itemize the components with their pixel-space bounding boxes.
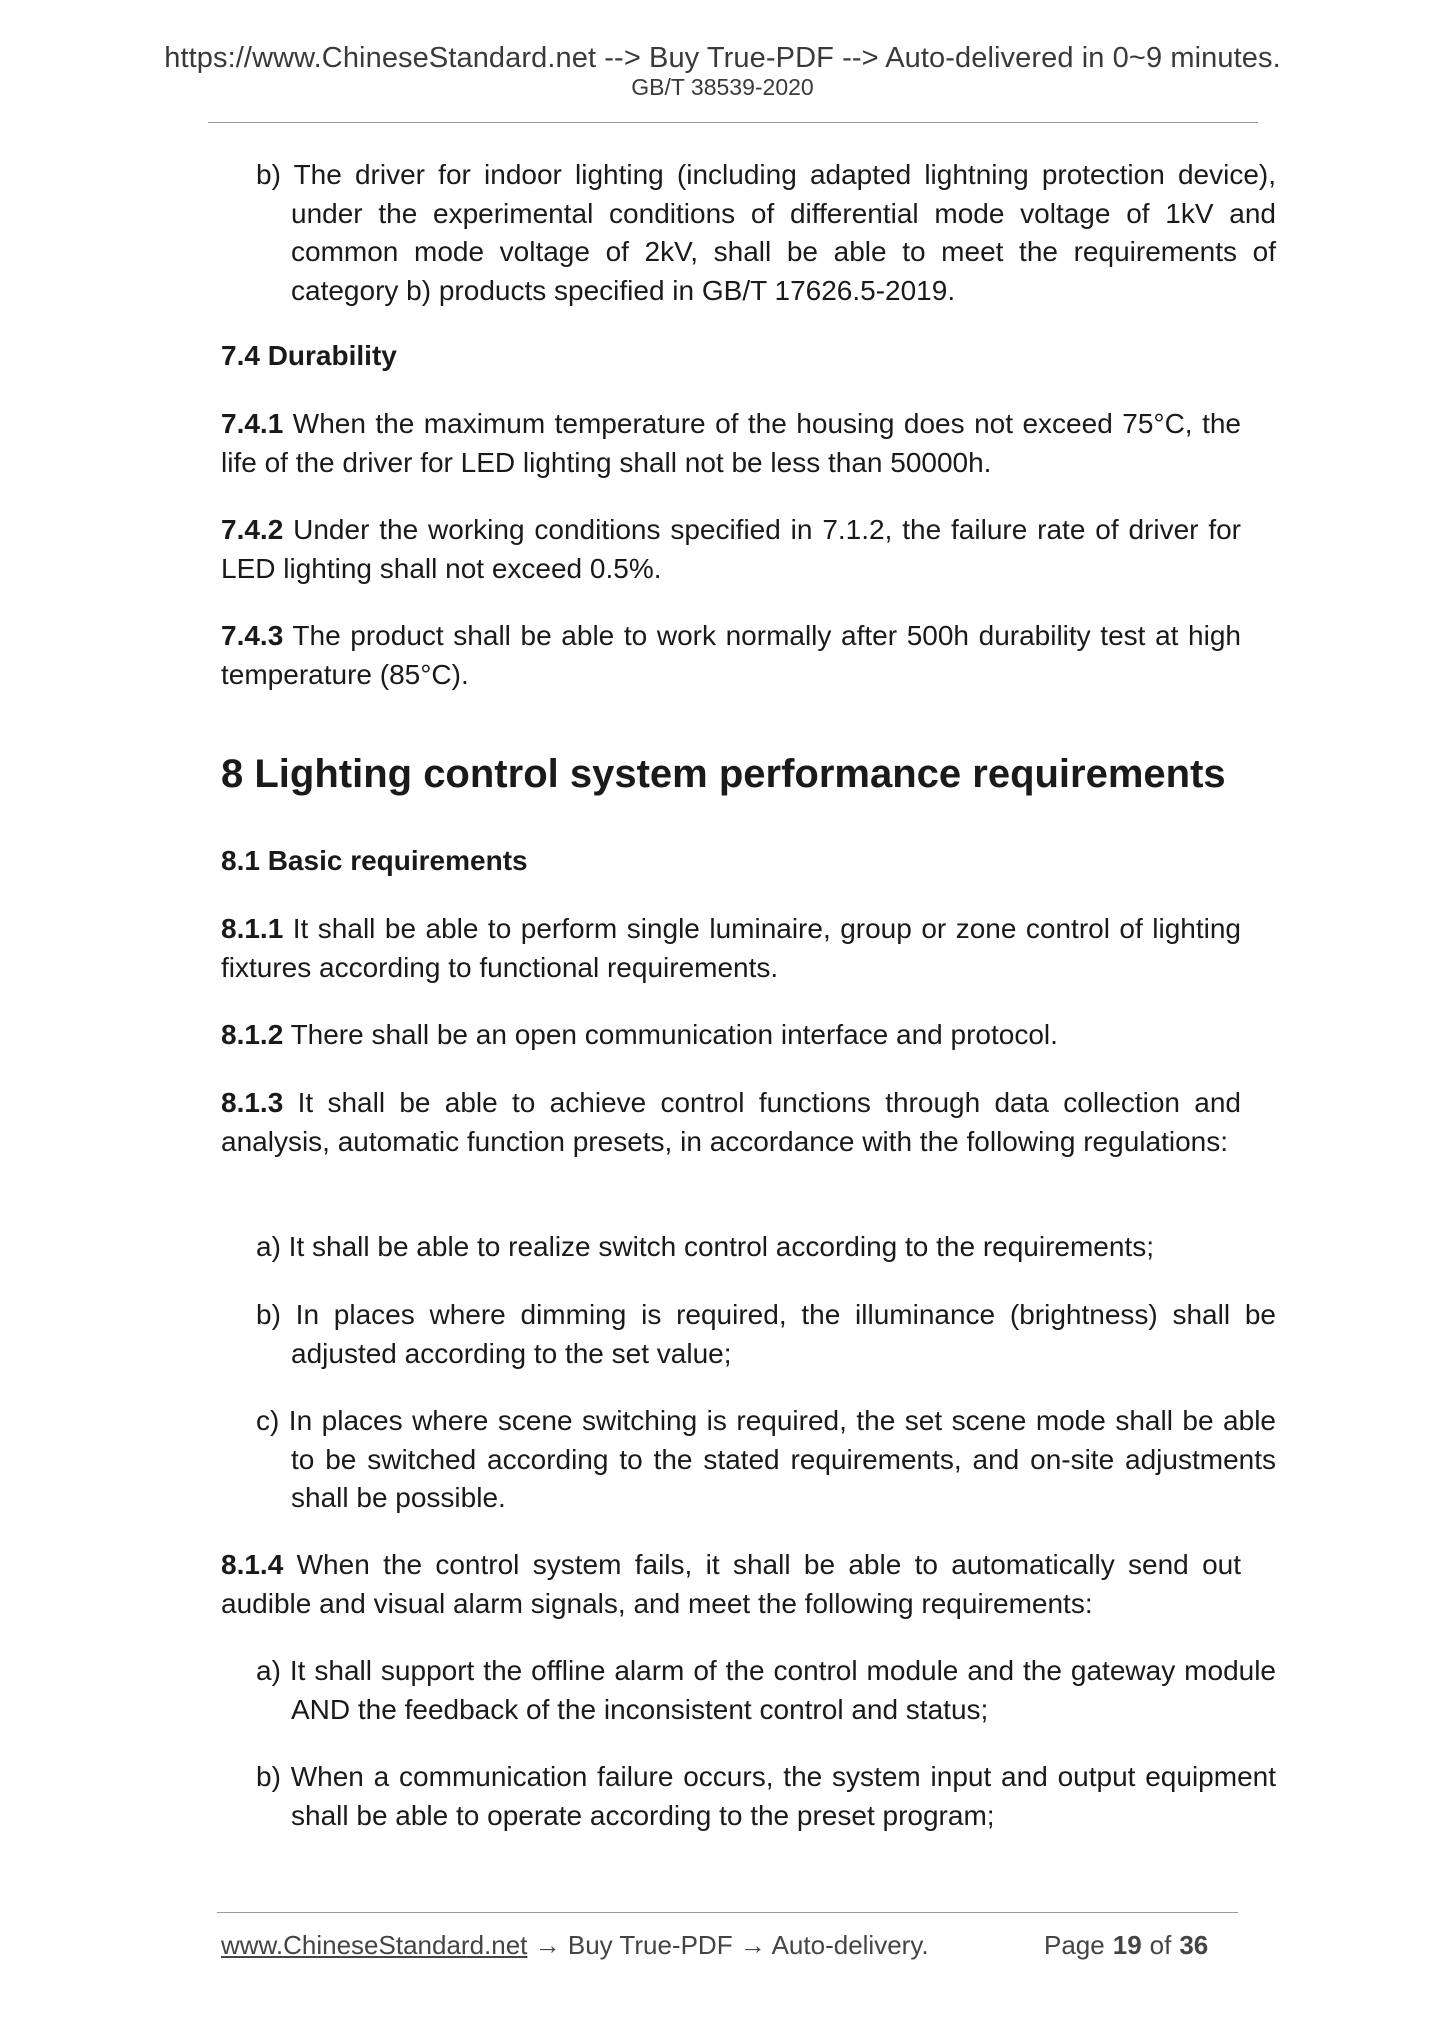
- footer-divider: [217, 1912, 1238, 1913]
- footer-link[interactable]: www.ChineseStandard.net: [221, 1930, 528, 1960]
- page-current: 19: [1112, 1930, 1142, 1960]
- clause-text: The product shall be able to work normally after 500h durability test at high temperature (85°C).: [221, 620, 1241, 690]
- clause-8-1-1: [221, 910, 1241, 987]
- heading-7-4: 7.4 Durability: [221, 340, 397, 371]
- clause-number: 7.4.1: [221, 408, 284, 439]
- list-item-8-1-3-c: c) In places where scene switching is required, the set scene mode shall be able to be switched according to the stated requirements, and on-site adjustments shall be possible.: [256, 1405, 1276, 1513]
- clause-8-1-4: [221, 1546, 1241, 1623]
- list-item-8-1-3-a: a) It shall be able to realize switch control according to the requirements;: [256, 1231, 1155, 1262]
- clause-text: There shall be an open communication interface and protocol.: [290, 1019, 1058, 1050]
- page-indicator: [1044, 1930, 1208, 1961]
- header-divider: [208, 122, 1258, 123]
- clause-number: 7.4.2: [221, 514, 284, 545]
- list-item-8-1-4-b: b) When a communication failure occurs, the system input and output equipment shall be able to operate according to the preset program;: [256, 1761, 1276, 1831]
- clause-number: 8.1.3: [221, 1087, 284, 1118]
- clause-8-1-3: [221, 1084, 1241, 1161]
- page-total: 36: [1179, 1930, 1209, 1960]
- header-banner: https://www.ChineseStandard.net --> Buy True-PDF --> Auto-delivered in 0~9 minutes.: [164, 42, 1281, 74]
- clause-text: It shall be able to achieve control functions through data collection and analysis, automatic function presets, in accordance with the following regulations:: [221, 1087, 1242, 1157]
- clause-text: Under the working conditions specified in 7.1.2, the failure rate of driver for LED lighting shall not exceed 0.5%.: [221, 514, 1241, 584]
- list-item-8-1-4-a: a) It shall support the offline alarm of the control module and the gateway module AND the feedback of the inconsistent control and status;: [256, 1655, 1276, 1725]
- clause-7-4-2: [221, 511, 1241, 588]
- clause-text: When the maximum temperature of the housing does not exceed 75°C, the life of the driver for LED lighting shall not be less than 50000h.: [221, 408, 1241, 478]
- clause-7-4-3: [221, 617, 1241, 694]
- clause-text: When the control system fails, it shall be able to automatically send out audible and visual alarm signals, and meet the following requirements:: [221, 1549, 1242, 1619]
- footer-promo-text: → Buy True-PDF → Auto-delivery.: [534, 1930, 929, 1960]
- clause-7-4-1: [221, 405, 1241, 482]
- heading-8-1: 8.1 Basic requirements: [221, 845, 528, 876]
- clause-text: It shall be able to perform single luminaire, group or zone control of lighting fixtures according to functional requirements.: [221, 913, 1241, 983]
- heading-8: 8 Lighting control system performance requirements: [221, 752, 1226, 796]
- standard-code: GB/T 38539-2020: [631, 74, 814, 100]
- list-item-8-1-3-b: b) In places where dimming is required, the illuminance (brightness) shall be adjusted according to the set value;: [256, 1299, 1276, 1369]
- clause-number: 8.1.4: [221, 1549, 284, 1580]
- page-label: Page: [1044, 1930, 1105, 1960]
- list-item-b-driver: b) The driver for indoor lighting (including adapted lightning protection device), under the experimental conditions of differential mode voltage of 1kV and common mode voltage of 2kV, shall be able to meet the requirements of category b) products specified in GB/T 17626.5-2019.: [256, 159, 1276, 306]
- clause-number: 7.4.3: [221, 620, 284, 651]
- page-of: of: [1149, 1930, 1172, 1960]
- clause-number: 8.1.2: [221, 1019, 284, 1050]
- clause-8-1-2: [221, 1016, 1241, 1055]
- footer-promo: [221, 1930, 929, 1961]
- clause-number: 8.1.1: [221, 913, 284, 944]
